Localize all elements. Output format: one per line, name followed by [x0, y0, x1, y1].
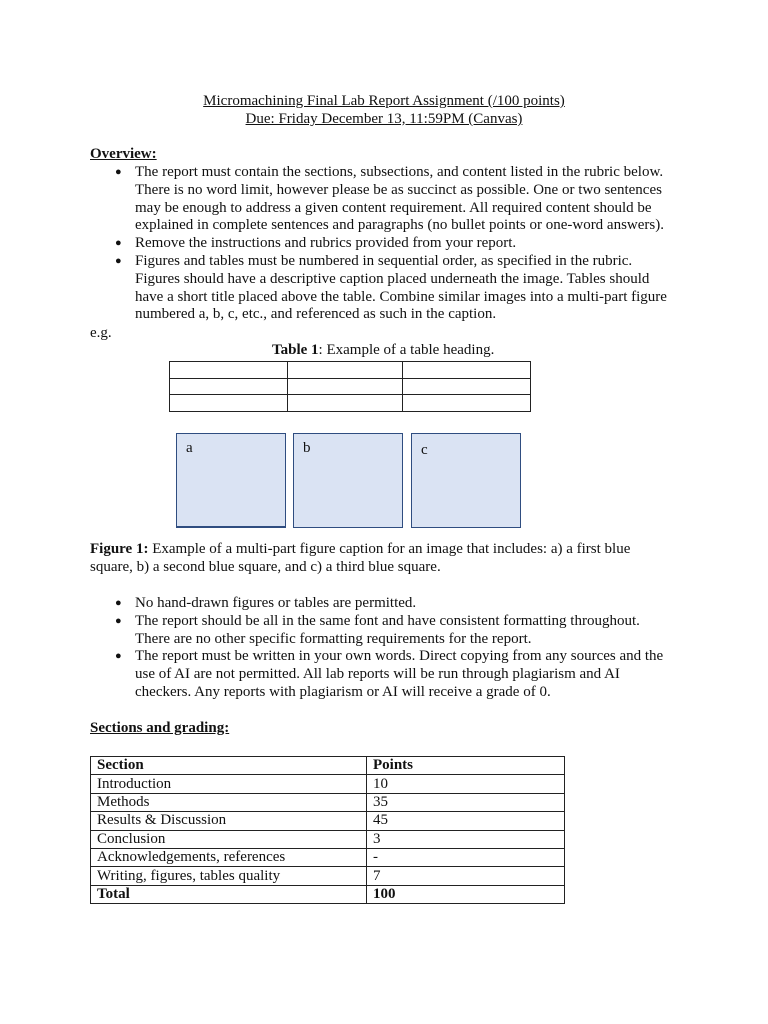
table-header-row — [91, 757, 565, 775]
table-row — [91, 830, 565, 848]
section-cell: Acknowledgements, references — [91, 848, 367, 866]
points-cell: 3 — [367, 830, 565, 848]
figure1-caption — [90, 541, 630, 577]
sections-heading — [90, 720, 229, 738]
points-cell: 45 — [367, 812, 565, 830]
figure-box-c — [411, 433, 521, 528]
figure-box-b — [293, 433, 403, 528]
document-title — [0, 93, 768, 111]
table-row — [91, 848, 565, 866]
list-item-text — [135, 648, 663, 701]
text-line: Figures and tables must be numbered in sequential order, as specified in the rubric. — [135, 253, 633, 269]
grading-table — [90, 756, 565, 904]
box-label: b — [303, 440, 311, 456]
header-cell: Points — [367, 757, 565, 775]
example-table — [169, 361, 531, 412]
text-line: No hand-drawn figures or tables are permitted. — [135, 595, 417, 611]
list-item-text — [135, 613, 640, 649]
text-line: There is no word limit, however please be as succinct as possible. One or two sentences — [135, 181, 662, 198]
overview-heading-text: Overview: — [90, 146, 157, 162]
section-cell: Introduction — [91, 775, 367, 793]
due-text: Due: Friday December 13, 11:59PM (Canvas) — [245, 111, 523, 127]
points-cell: - — [367, 848, 565, 866]
text-line: There are no other specific formatting requirements for the report. — [135, 630, 532, 647]
table-row — [91, 812, 565, 830]
title-text: Micromachining Final Lab Report Assignment (/100 points) — [203, 93, 565, 109]
list-item-text — [135, 235, 516, 253]
bullet-icon: ● — [115, 597, 122, 609]
total-row — [91, 885, 565, 903]
table-cell — [403, 395, 531, 412]
caption-line: square, b) a second blue square, and c) a third blue square. — [90, 558, 441, 575]
caption-line: Example of a multi-part figure caption for an image that includes: a) a first blue — [148, 541, 631, 557]
table1-label: Table 1 — [272, 342, 319, 358]
table1-caption-text: : Example of a table heading. — [318, 342, 495, 358]
section-cell: Writing, figures, tables quality — [91, 867, 367, 885]
text-line: The report must contain the sections, subsections, and content listed in the rubric below. — [135, 164, 664, 180]
bullet-icon: ● — [115, 255, 122, 267]
box-label: c — [421, 442, 428, 458]
list-item-text — [135, 253, 667, 324]
header-cell: Section — [91, 757, 367, 775]
list-item-text — [135, 595, 416, 613]
table-cell — [170, 378, 288, 395]
due-date — [0, 111, 768, 129]
points-cell: 7 — [367, 867, 565, 885]
table-row — [91, 793, 565, 811]
bullet-icon: ● — [115, 237, 122, 250]
section-cell: Conclusion — [91, 830, 367, 848]
text-line: Figures should have a descriptive caption placed underneath the image. Tables should — [135, 270, 650, 287]
text-line: The report should be all in the same font and have consistent formatting throughout. — [135, 612, 640, 629]
bullet-icon: ● — [115, 614, 122, 627]
figure1-label: Figure 1: — [90, 541, 149, 557]
table-cell — [170, 395, 288, 412]
section-cell: Results & Discussion — [91, 812, 367, 830]
text-line: Remove the instructions and rubrics provided from your report. — [135, 235, 517, 252]
sections-heading-text: Sections and grading: — [90, 720, 230, 736]
table-row — [170, 395, 531, 412]
bullet-icon: ● — [115, 166, 122, 178]
box-label: a — [186, 440, 193, 456]
table-row — [170, 378, 531, 395]
text-line: numbered a, b, c, etc., and referenced as such in the caption. — [135, 306, 497, 323]
list-item-text — [135, 164, 664, 235]
text-line: have a short title placed above the table. Combine similar images into a multi-part figure — [135, 288, 667, 305]
text-line: explained in complete sentences and paragraphs (no bullet points or one-word answers). — [135, 217, 664, 234]
text-line: use of AI are not permitted. All lab reports will be run through plagiarism and AI — [135, 666, 620, 683]
table-cell — [288, 395, 403, 412]
table-cell — [170, 362, 288, 379]
overview-heading — [90, 146, 157, 164]
bullet-icon: ● — [115, 650, 122, 663]
table-cell — [288, 378, 403, 395]
points-cell: 35 — [367, 793, 565, 811]
table-row — [170, 362, 531, 379]
points-cell: 10 — [367, 775, 565, 793]
table-cell — [288, 362, 403, 379]
text-line: The report must be written in your own words. Direct copying from any sources and the — [135, 648, 664, 665]
text-line: checkers. Any reports with plagiarism or AI will receive a grade of 0. — [135, 683, 551, 700]
table-row — [91, 867, 565, 885]
table-row — [91, 775, 565, 793]
table-cell — [403, 362, 531, 379]
table-cell — [403, 378, 531, 395]
section-cell: Methods — [91, 793, 367, 811]
text-line: may be enough to address a given content requirement. All required content should be — [135, 199, 652, 216]
eg-label: e.g. — [90, 325, 112, 341]
total-label: Total — [91, 885, 367, 903]
figure-box-a — [176, 433, 286, 528]
total-value: 100 — [367, 885, 565, 903]
table1-caption — [272, 342, 494, 360]
